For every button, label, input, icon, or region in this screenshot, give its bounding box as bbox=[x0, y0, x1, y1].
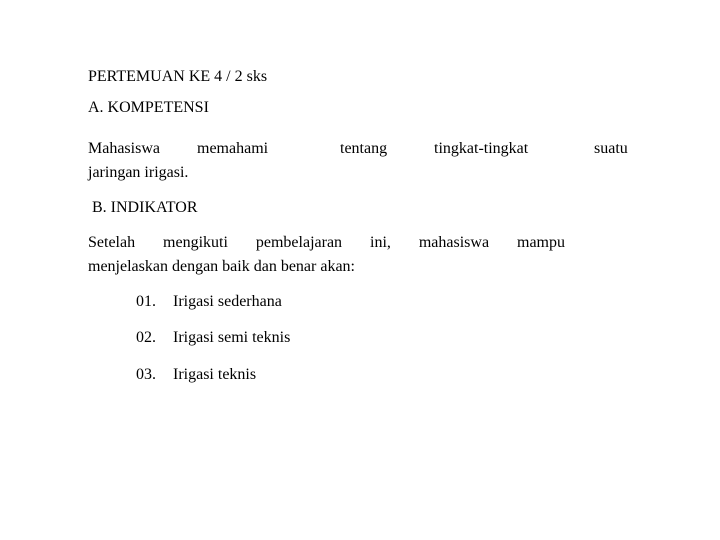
list-item-text: Irigasi sederhana bbox=[173, 293, 282, 310]
section-b-text-line: Setelah mengikuti pembelajaran ini, mahasiswa mampu bbox=[88, 234, 565, 251]
list-item-number: 01. bbox=[136, 293, 156, 310]
section-a-word: tentang bbox=[340, 140, 388, 157]
list-item-number: 02. bbox=[136, 329, 156, 346]
section-a-word: memahami bbox=[197, 140, 269, 157]
section-b-heading: B. INDIKATOR bbox=[92, 199, 198, 216]
page-title: PERTEMUAN KE 4 / 2 sks bbox=[88, 68, 268, 85]
list-item bbox=[136, 365, 256, 385]
section-a-heading: A. KOMPETENSI bbox=[88, 99, 209, 116]
section-a-text-line: jaringan irigasi. bbox=[88, 164, 189, 181]
list-item-text: Irigasi semi teknis bbox=[173, 329, 291, 346]
list-item-text: Irigasi teknis bbox=[173, 366, 257, 383]
section-a-word: tingkat-tingkat bbox=[434, 140, 529, 157]
section-b-text-line: menjelaskan dengan baik dan benar akan: bbox=[88, 258, 355, 275]
list-item bbox=[136, 328, 290, 348]
section-a-word: suatu bbox=[594, 140, 628, 157]
list-item-number: 03. bbox=[136, 366, 156, 383]
section-a-word: Mahasiswa bbox=[88, 140, 160, 157]
list-item bbox=[136, 292, 282, 312]
